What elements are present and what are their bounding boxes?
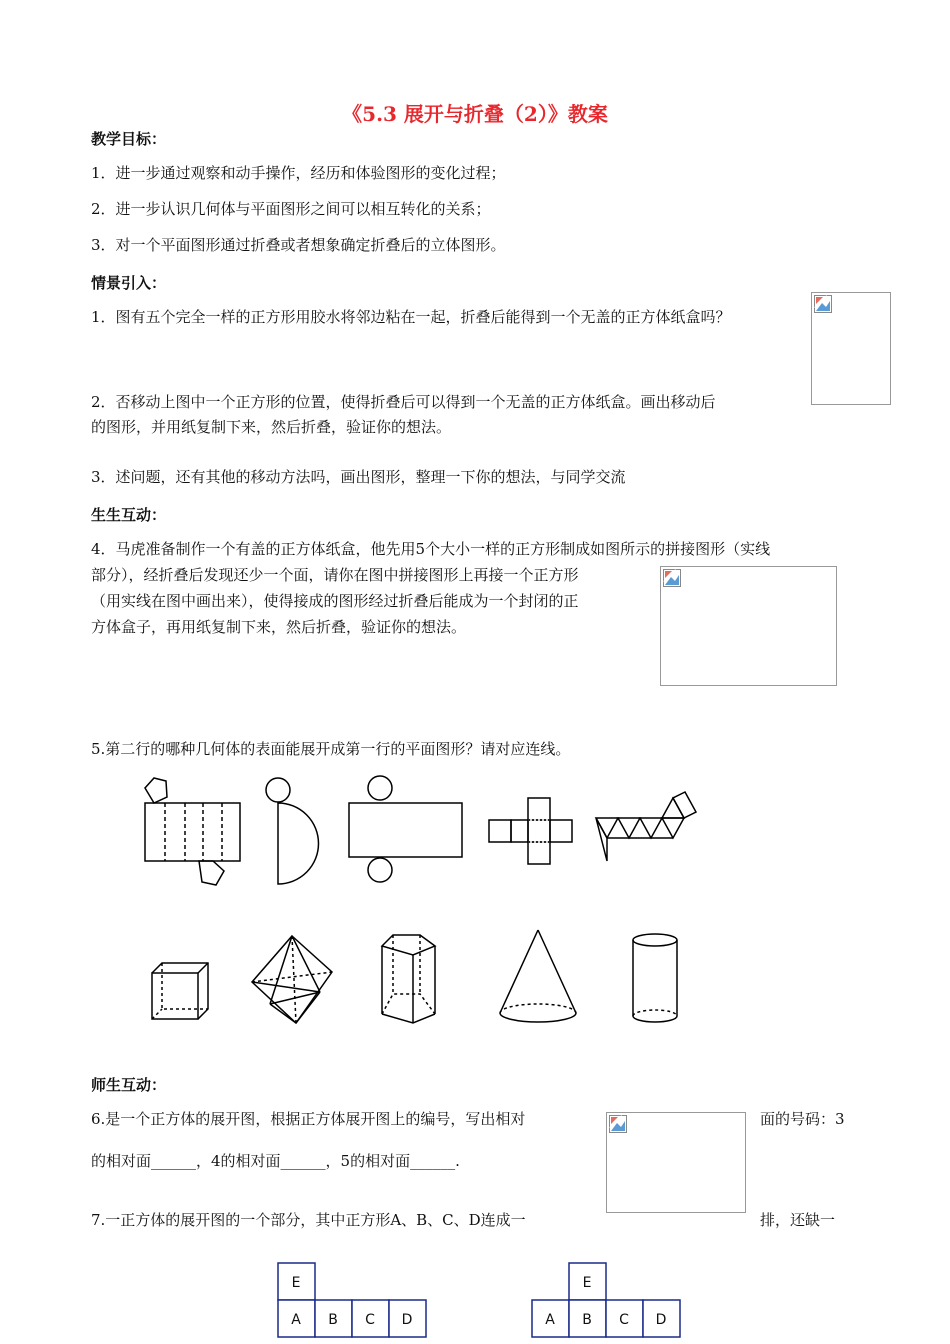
question-5: 5.第二行的哪种几何体的表面能展开成第一行的平面图形？请对应连线。 [91, 740, 571, 758]
net-right-label-c: C [619, 1312, 629, 1328]
net-right-label-b: B [582, 1312, 592, 1328]
question-4-line-3: （用实线在图中画出来），使得接成的图形经过折叠后能成为一个封闭的正 [91, 592, 579, 610]
net-left-label-c: C [365, 1312, 375, 1328]
question-3: 3．述问题，还有其他的移动方法吗，画出图形，整理一下你的想法，与同学交流 [91, 468, 626, 486]
goal-item-3: 3．对一个平面图形通过折叠或者想象确定折叠后的立体图形。 [91, 236, 506, 254]
net-right-label-d: D [655, 1312, 667, 1328]
question-2-line-2: 的图形，并用纸复制下来，然后折叠，验证你的想法。 [91, 418, 452, 436]
figure-placeholder-2 [660, 566, 837, 686]
cube-net-diagrams [270, 1258, 690, 1340]
cylinder-solid-figure [633, 934, 677, 1022]
pentagonal-prism-figure [382, 935, 435, 1023]
intro-heading: 情景引入： [91, 274, 167, 292]
question-7-line-1-end: 排，还缺一 [760, 1211, 836, 1229]
octahedron-solid-figure [252, 936, 332, 1023]
nets-row [130, 774, 720, 894]
broken-image-icon [663, 569, 681, 587]
net-left-label-a: A [291, 1312, 301, 1328]
cube-net-figure [489, 798, 572, 864]
prism-net-figure [145, 778, 240, 885]
broken-image-icon [609, 1115, 627, 1133]
question-6-line-1-end: 面的号码：3 [760, 1110, 845, 1128]
question-7-line-1: 7.一正方体的展开图的一个部分，其中正方形A、B、C、D连成一 [91, 1211, 526, 1229]
net-left-label-b: B [328, 1312, 338, 1328]
question-6-line-1: 6.是一个正方体的展开图，根据正方体展开图上的编号，写出相对 [91, 1110, 526, 1128]
question-6-line-2: 的相对面______，4的相对面______，5的相对面______. [91, 1152, 460, 1170]
teacher-heading: 师生互动： [91, 1076, 167, 1094]
goal-item-1: 1．进一步通过观察和动手操作，经历和体验图形的变化过程； [91, 164, 506, 182]
question-4-line-2: 部分），经折叠后发现还少一个面，请你在图中拼接图形上再接一个正方形 [91, 566, 579, 584]
broken-image-icon [814, 295, 832, 313]
page-title: 《5.3 展开与折叠（2）》教案 [342, 102, 608, 126]
net-left-label-e: E [291, 1275, 301, 1291]
question-1: 1．图有五个完全一样的正方形用胶水将邻边粘在一起，折叠后能得到一个无盖的正方体纸盒吗？ [91, 308, 731, 326]
cube-solid-figure [152, 963, 208, 1019]
net-right-label-a: A [545, 1312, 555, 1328]
solids-row [130, 924, 690, 1029]
question-2-line-1: 2．否移动上图中一个正方形的位置，使得折叠后可以得到一个无盖的正方体纸盒。画出移动后 [91, 393, 716, 411]
cone-net-figure [266, 778, 319, 884]
student-heading: 生生互动： [91, 506, 167, 524]
question-4-line-1: 4．马虎准备制作一个有盖的正方体纸盒，他先用5个大小一样的正方形制成如图所示的拼接图形（实线 [91, 540, 771, 558]
question-4-line-4: 方体盒子，再用纸复制下来，然后折叠，验证你的想法。 [91, 618, 467, 636]
cone-solid-figure [500, 930, 576, 1022]
octahedron-net-figure [596, 792, 696, 861]
figure-placeholder-3 [606, 1112, 746, 1213]
net-right-label-e: E [582, 1275, 592, 1291]
goal-item-2: 2．进一步认识几何体与平面图形之间可以相互转化的关系； [91, 200, 491, 218]
goals-heading: 教学目标： [91, 130, 167, 148]
net-left-label-d: D [401, 1312, 413, 1328]
figure-placeholder-1 [811, 292, 891, 405]
cylinder-net-figure [349, 776, 462, 882]
